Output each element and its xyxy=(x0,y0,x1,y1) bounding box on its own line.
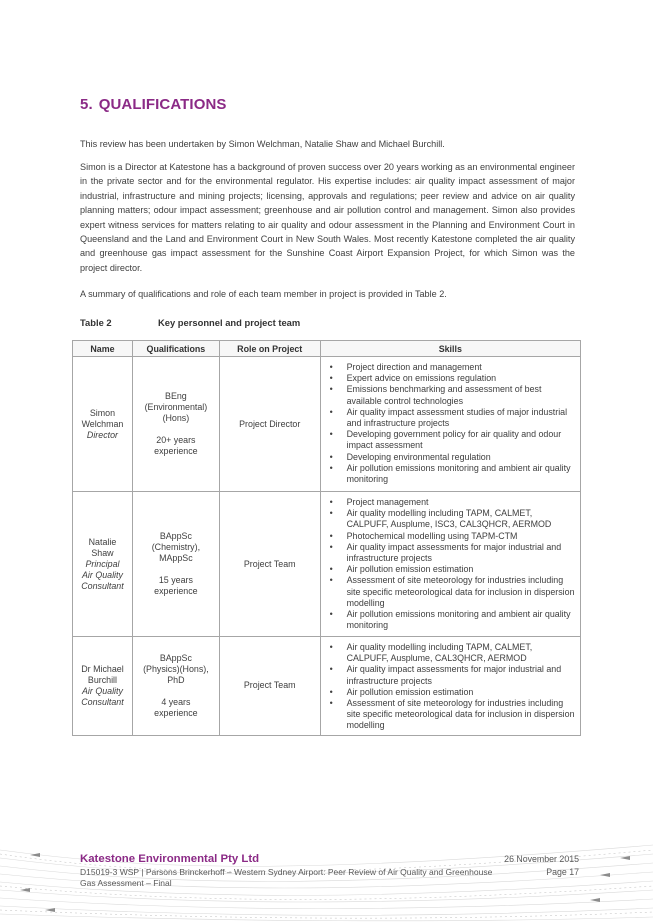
table-body xyxy=(73,357,581,736)
skill-item xyxy=(325,698,576,732)
qualification-line: MAppSc xyxy=(159,553,193,563)
bullet-icon: • xyxy=(329,429,333,440)
skill-item xyxy=(325,373,576,384)
skill-text: Air pollution emission estimation xyxy=(346,686,474,697)
bullet-icon: • xyxy=(329,462,333,473)
skill-text: Air quality impact assessments for major industrial and infrastructure projects xyxy=(346,664,562,686)
experience-line: 15 years xyxy=(158,575,193,585)
footer-document-ref: D15019-3 WSP | Parsons Brinckerhoff – Western Sydney Airport: Peer Review of Air Quality and Greenhouse Gas Assessment – Final xyxy=(80,867,493,888)
skill-item xyxy=(325,564,576,575)
qualification-line: (Hons) xyxy=(162,413,190,423)
spacer xyxy=(133,424,219,435)
skill-text: Air quality impact assessments for major industrial and infrastructure projects xyxy=(346,541,562,564)
qualification-line: BAppSc xyxy=(159,531,192,541)
person-name-line: Burchill xyxy=(87,674,118,685)
cell-qualifications xyxy=(132,637,219,736)
header-role: Role on Project xyxy=(219,341,320,357)
skill-text: Air quality impact assessment studies of major industrial and infrastructure projects xyxy=(346,406,568,429)
skill-item xyxy=(325,497,576,508)
section-title: QUALIFICATIONS xyxy=(98,96,227,113)
cell-name xyxy=(73,492,133,637)
cell-skills xyxy=(320,637,580,736)
bullet-icon: • xyxy=(329,451,333,462)
skill-item xyxy=(325,407,576,429)
person-name-line: Simon xyxy=(89,407,116,418)
header-skills: Skills xyxy=(320,341,580,357)
skill-text: Assessment of site meteorology for industries including site specific meteorological data for inclusion in dispersion modelling xyxy=(346,698,575,731)
bullet-icon: • xyxy=(329,686,333,697)
skill-item xyxy=(325,687,576,698)
header-qualifications: Qualifications xyxy=(132,341,219,357)
person-name-line: Dr Michael xyxy=(81,663,124,674)
skill-text: Air quality modelling including TAPM, CALMET, CALPUFF, Ausplume, CAL3QHCR, AERMOD xyxy=(346,642,533,664)
skill-text: Project direction and management xyxy=(346,362,482,372)
bullet-icon: • xyxy=(329,609,333,620)
bullet-icon: • xyxy=(329,530,333,541)
skill-text: Photochemical modelling using TAPM-CTM xyxy=(346,530,518,541)
experience-line: 4 years xyxy=(161,696,191,707)
table-row xyxy=(73,492,581,637)
skill-text: Air quality modelling including TAPM, CALMET, CALPUFF, Ausplume, ISC3, CAL3QHCR, AERMOD xyxy=(346,508,552,530)
skill-item xyxy=(325,429,576,451)
skill-text: Assessment of site meteorology for industries including site specific meteorological data for inclusion in dispersion modelling xyxy=(346,575,575,608)
footer-company: Katestone Environmental Pty Ltd xyxy=(80,853,260,865)
skills-list xyxy=(325,362,576,485)
intro-paragraph: This review has been undertaken by Simon Welchman, Natalie Shaw and Michael Burchill. xyxy=(80,139,445,149)
person-name-line: Natalie xyxy=(88,536,117,547)
bullet-icon: • xyxy=(329,384,333,395)
qualification-line: BEng xyxy=(165,391,187,401)
person-title-line: Director xyxy=(86,429,118,440)
skill-text: Project management xyxy=(346,497,429,507)
skill-text: Air pollution emission estimation xyxy=(346,564,474,575)
bullet-icon: • xyxy=(329,575,333,586)
skill-item xyxy=(325,542,576,564)
bullet-icon: • xyxy=(329,564,333,575)
cell-qualifications xyxy=(132,492,219,637)
cell-skills xyxy=(320,492,580,637)
experience-line: experience xyxy=(154,707,198,718)
spacer xyxy=(133,564,219,575)
skill-item xyxy=(325,575,576,609)
bullet-icon: • xyxy=(329,373,333,384)
table-caption xyxy=(80,317,300,328)
skill-item xyxy=(325,384,576,406)
person-title-line: Consultant xyxy=(81,580,124,591)
skill-text: Air pollution emissions monitoring and ambient air quality monitoring xyxy=(346,462,571,485)
skill-item xyxy=(325,664,576,686)
table-row xyxy=(73,637,581,736)
header-name: Name xyxy=(73,341,133,357)
qualification-line: PhD xyxy=(167,674,185,685)
skill-item xyxy=(325,452,576,463)
skill-item xyxy=(325,508,576,530)
experience-line: experience xyxy=(154,586,198,596)
skill-item xyxy=(325,531,576,542)
skill-text: Expert advice on emissions regulation xyxy=(346,373,497,384)
cell-skills xyxy=(320,357,580,492)
person-name-line: Shaw xyxy=(91,547,114,558)
simon-bio-paragraph: Simon is a Director at Katestone has a background of proven success over 20 years working as an environmental engineer in the private sector and for the environmental regulator. His expertise includes: air quality impact assessment of major industrial, infrastructure and mining projects; licensing, approvals and regulations; peer review and advice on air quality planning matters; odour impact assessment; greenhouse and air pollution control and management. Simon also provides expert witness services for matters relating to air quality and odour assessment in the Planning and Environment Court in Queensland and the Land and Environment Court in New South Wales. Most recently Katestone completed the air quality and greenhouse gas impact assessment for the Sunshine Coast Airport Expansion Project, for which Simon was the project director. xyxy=(80,162,575,273)
summary-paragraph: A summary of qualifications and role of each team member in project is provided in Table 2. xyxy=(80,289,447,299)
qualification-line: (Physics)(Hons), xyxy=(143,663,209,674)
skill-item xyxy=(325,609,576,631)
person-title-line: Air Quality xyxy=(82,685,123,696)
experience-line: 20+ years xyxy=(156,435,196,445)
skill-item xyxy=(325,463,576,485)
table-caption-number: Table 2 xyxy=(80,317,112,328)
spacer xyxy=(133,686,219,697)
bullet-icon: • xyxy=(329,508,333,519)
skill-text: Developing government policy for air quality and odour impact assessment xyxy=(346,429,562,451)
person-title-line: Principal xyxy=(85,558,120,569)
table-caption-title: Key personnel and project team xyxy=(158,317,301,328)
bullet-icon: • xyxy=(329,698,333,709)
skill-item xyxy=(325,362,576,373)
personnel-table xyxy=(72,340,581,736)
section-number: 5. xyxy=(80,96,93,113)
table-header-row xyxy=(73,341,581,357)
qualification-line: (Chemistry), xyxy=(151,542,201,552)
bullet-icon: • xyxy=(329,406,333,417)
footer-page-number: Page 17 xyxy=(546,867,579,877)
bullet-icon: • xyxy=(329,642,333,652)
qualification-line: (Environmental) xyxy=(144,402,208,412)
section-heading xyxy=(80,96,227,113)
skills-list xyxy=(325,497,576,631)
bullet-icon: • xyxy=(329,362,333,372)
skills-list xyxy=(325,642,576,732)
cell-role: Project Director xyxy=(219,357,320,492)
bullet-icon: • xyxy=(329,497,333,507)
qualification-line: BAppSc xyxy=(159,652,192,663)
bullet-icon: • xyxy=(329,664,333,675)
footer-date: 26 November 2015 xyxy=(504,854,579,864)
skill-text: Developing environmental regulation xyxy=(346,451,491,462)
person-name-line: Welchman xyxy=(81,418,124,429)
experience-line: experience xyxy=(154,446,198,456)
table-row xyxy=(73,357,581,492)
cell-name xyxy=(73,637,133,736)
cell-name xyxy=(73,357,133,492)
cell-role: Project Team xyxy=(219,637,320,736)
skill-text: Air pollution emissions monitoring and ambient air quality monitoring xyxy=(346,609,571,631)
person-title-line: Consultant xyxy=(81,696,124,707)
cell-qualifications xyxy=(132,357,219,492)
person-title-line: Air Quality xyxy=(82,569,123,580)
bullet-icon: • xyxy=(329,541,333,552)
skill-text: Emissions benchmarking and assessment of best available control technologies xyxy=(346,384,542,406)
skill-item xyxy=(325,642,576,664)
cell-role: Project Team xyxy=(219,492,320,637)
